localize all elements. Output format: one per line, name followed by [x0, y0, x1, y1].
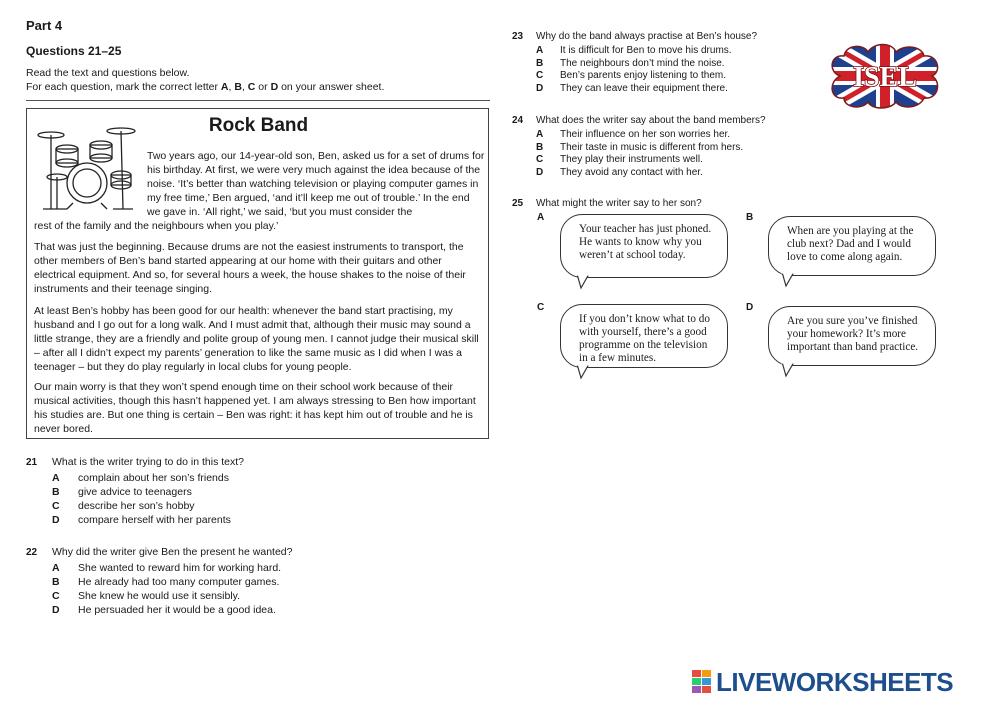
- option-d[interactable]: D compare herself with her parents: [52, 514, 231, 526]
- speech-tail-icon: [575, 364, 595, 380]
- bubble-a-letter[interactable]: A: [537, 212, 545, 223]
- option-b[interactable]: B Their taste in music is different from hers.: [536, 141, 744, 153]
- speech-bubble-d[interactable]: Are you sure you’ve finished your homework? It’s more important than band practice.: [768, 306, 936, 366]
- option-c[interactable]: C They play their instruments well.: [536, 154, 703, 165]
- option-a[interactable]: A complain about her son’s friends: [52, 472, 229, 484]
- article-paragraph-1-end: rest of the family and the neighbours when you play.’: [34, 220, 279, 232]
- option-a[interactable]: A It is difficult for Ben to move his drums.: [536, 45, 732, 56]
- speech-bubble-a[interactable]: Your teacher has just phoned. He wants to know why you weren’t at school today.: [560, 214, 728, 278]
- option-d[interactable]: D They avoid any contact with her.: [536, 166, 703, 178]
- option-c[interactable]: C She knew he would use it sensibly.: [52, 590, 241, 602]
- question-number: 21: [26, 457, 38, 468]
- questions-range: Questions 21–25: [26, 44, 122, 58]
- option-b[interactable]: B The neighbours don’t mind the noise.: [536, 57, 725, 69]
- question-number: 22: [26, 547, 38, 558]
- bubble-d-letter[interactable]: D: [746, 302, 754, 313]
- question-22-options: [52, 562, 281, 618]
- bubble-b-letter[interactable]: B: [746, 212, 754, 223]
- question-23-options: [536, 45, 732, 95]
- question-22: [26, 542, 292, 560]
- question-text: Why did the writer give Ben the present he wanted?: [52, 546, 293, 558]
- drum-kit-icon: [37, 125, 137, 211]
- instructions: [26, 66, 384, 94]
- option-d[interactable]: D They can leave their equipment there.: [536, 82, 728, 94]
- option-d[interactable]: D He persuaded her it would be a good idea.: [52, 604, 276, 616]
- article-box: [26, 108, 489, 439]
- bubble-c-letter[interactable]: C: [537, 302, 545, 313]
- speech-tail-icon: [780, 362, 800, 378]
- question-25: [512, 193, 702, 211]
- question-number: 23: [512, 31, 524, 42]
- question-21: [26, 452, 244, 470]
- option-c[interactable]: C Ben’s parents enjoy listening to them.: [536, 70, 727, 81]
- question-text: What might the writer say to her son?: [536, 198, 702, 209]
- option-a[interactable]: A She wanted to reward him for working hard.: [52, 562, 282, 574]
- article-paragraph-2: That was just the beginning. Because drums are not the easiest instruments to transport, the other members of Ben’s band started appearing at our home with their guitars and other electrical equipment. And so, for several hours a week, the house shakes to the noise of their instruments and their teenage singing.: [34, 241, 466, 295]
- instruction-line-2: For each question, mark the correct letter A, B, C or D on your answer sheet.: [26, 81, 385, 93]
- liveworksheets-logo[interactable]: [692, 667, 992, 697]
- article-paragraph-3: At least Ben’s hobby has been good for our health: whenever the band start practising, my husband and I go out for a long walk. And I must admit that, although their music may sound a little strange, they are a friendly and polite group of young men. I cannot judge their musical skill – after all I didn’t expect my parents’ generation to like the same music as I did when I was a teenager – but they do play regularly in local clubs for young people.: [34, 305, 479, 373]
- article-title: Rock Band: [208, 115, 309, 136]
- option-b[interactable]: B give advice to teenagers: [52, 486, 192, 498]
- part-heading: Part 4: [26, 18, 63, 33]
- isel-logo: [826, 42, 944, 110]
- article-paragraph-4: Our main worry is that they won’t spend enough time on their school work because of their musical activities, though this hasn’t happened yet. I am always stressing to Ben how important his studies are. But one thing is certain – Ben was right: it has kept him out of trouble and he is never bored.: [34, 381, 476, 435]
- question-23: [512, 26, 757, 44]
- article-paragraph-1: Two years ago, our 14-year-old son, Ben, asked us for a set of drums for his birthday. At first, we were very much against the idea because of the noise. ‘It’s better than watching television or playing computer games in my free time,’ Ben argued, ‘and it’ll keep me out of trouble.’ In the end we gave in. ‘All right,’ we said, ‘but you must consider the: [147, 150, 485, 218]
- question-text: What does the writer say about the band members?: [536, 115, 766, 126]
- question-text: Why do the band always practise at Ben’s house?: [536, 31, 758, 42]
- option-b[interactable]: B He already had too many computer games.: [52, 576, 280, 588]
- logo-text: ISEL: [853, 62, 917, 93]
- question-number: 25: [512, 198, 524, 209]
- divider: [26, 100, 490, 101]
- option-a[interactable]: A Their influence on her son worries her.: [536, 129, 731, 140]
- question-number: 24: [512, 115, 524, 126]
- instruction-line-1: Read the text and questions below.: [26, 67, 190, 79]
- question-24-options: [536, 129, 743, 179]
- question-text: What is the writer trying to do in this text?: [52, 456, 244, 468]
- option-c[interactable]: C describe her son’s hobby: [52, 500, 195, 512]
- speech-bubble-c[interactable]: If you don’t know what to do with yourself, there’s a good programme on the television in a few minutes.: [560, 304, 728, 368]
- question-24: [512, 110, 766, 128]
- speech-bubble-b[interactable]: When are you playing at the club next? Dad and I would love to come along again.: [768, 216, 936, 276]
- speech-tail-icon: [575, 274, 595, 290]
- lw-blocks-icon: [692, 670, 712, 694]
- speech-tail-icon: [780, 272, 800, 288]
- question-21-options: [52, 472, 231, 528]
- liveworksheets-text: LIVEWORKSHEETS: [716, 667, 954, 697]
